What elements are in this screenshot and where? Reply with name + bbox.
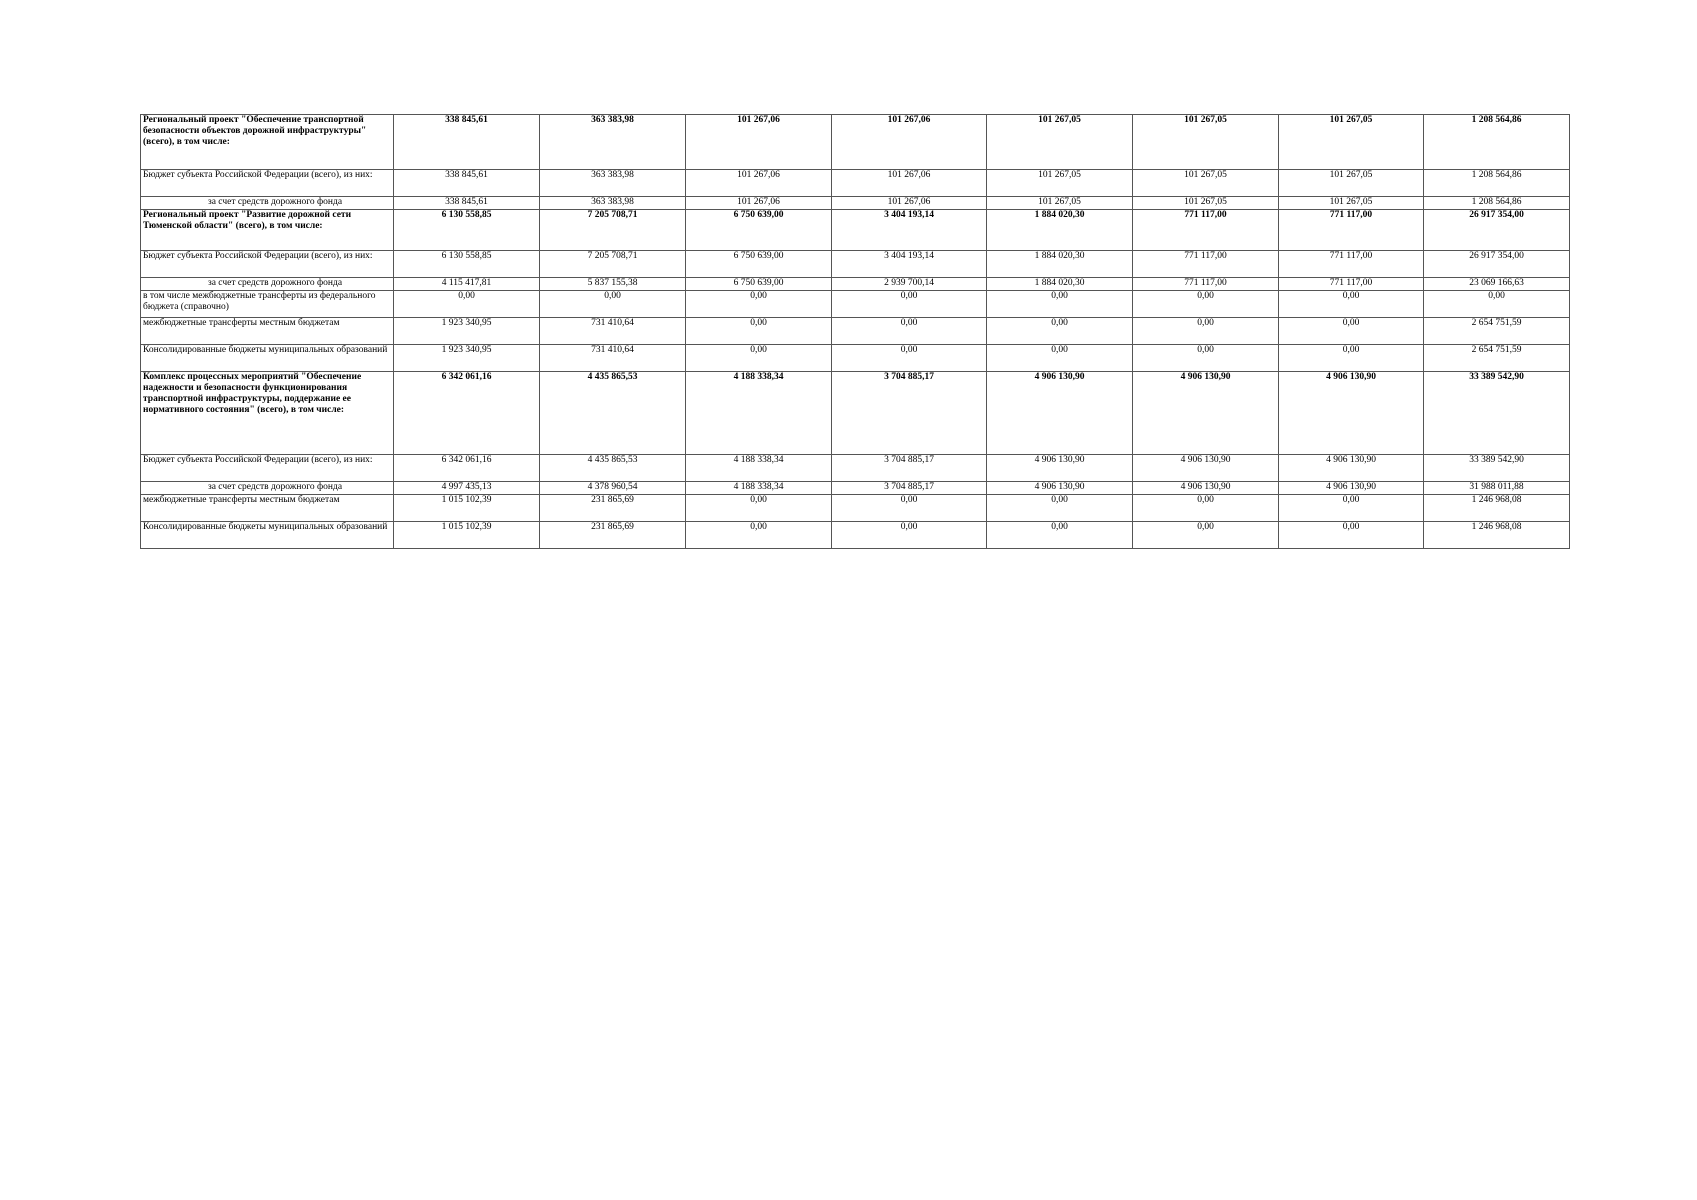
row-label: межбюджетные трансферты местным бюджетам [141,495,394,522]
table-row [141,495,1570,522]
value-cell: 101 267,06 [832,115,987,170]
value-cell: 7 205 708,71 [540,251,686,278]
value-cell: 231 865,69 [540,495,686,522]
value-cell: 101 267,05 [1133,170,1279,197]
value-cell: 4 906 130,90 [1279,482,1424,495]
value-cell: 231 865,69 [540,522,686,549]
value-cell: 1 208 564,86 [1424,115,1570,170]
value-cell: 0,00 [540,291,686,318]
value-cell: 101 267,05 [1133,197,1279,210]
value-cell: 4 906 130,90 [1279,372,1424,455]
value-cell: 101 267,06 [832,170,987,197]
value-cell: 771 117,00 [1279,278,1424,291]
value-cell: 101 267,06 [832,197,987,210]
value-cell: 4 906 130,90 [987,372,1133,455]
value-cell: 23 069 166,63 [1424,278,1570,291]
value-cell: 6 130 558,85 [394,210,540,251]
value-cell: 0,00 [987,318,1133,345]
row-label: Бюджет субъекта Российской Федерации (всего), из них: [141,455,394,482]
value-cell: 101 267,05 [1279,170,1424,197]
value-cell: 3 704 885,17 [832,482,987,495]
table-row [141,251,1570,278]
budget-table [140,114,1570,549]
value-cell: 4 188 338,34 [686,482,832,495]
row-label: Консолидированные бюджеты муниципальных образований [141,345,394,372]
value-cell: 1 208 564,86 [1424,197,1570,210]
value-cell: 771 117,00 [1279,251,1424,278]
value-cell: 771 117,00 [1279,210,1424,251]
value-cell: 0,00 [832,522,987,549]
value-cell: 0,00 [686,291,832,318]
value-cell: 1 208 564,86 [1424,170,1570,197]
row-label: Консолидированные бюджеты муниципальных образований [141,522,394,549]
value-cell: 338 845,61 [394,115,540,170]
row-label: межбюджетные трансферты местным бюджетам [141,318,394,345]
value-cell: 771 117,00 [1133,278,1279,291]
value-cell: 101 267,05 [1279,197,1424,210]
value-cell: 3 704 885,17 [832,455,987,482]
value-cell: 731 410,64 [540,345,686,372]
row-label: Комплекс процессных мероприятий "Обеспечение надежности и безопасности функционирования транспортной инфраструктуры, поддержание ее нормативного состояния" (всего), в том числе: [141,372,394,455]
table-row [141,278,1570,291]
value-cell: 0,00 [1279,318,1424,345]
row-label: Региональный проект "Развитие дорожной сети Тюменской области" (всего), в том числе: [141,210,394,251]
value-cell: 3 704 885,17 [832,372,987,455]
value-cell: 101 267,05 [1279,115,1424,170]
value-cell: 0,00 [1424,291,1570,318]
value-cell: 0,00 [832,345,987,372]
row-label: за счет средств дорожного фонда [141,197,394,210]
table-row [141,115,1570,170]
value-cell: 771 117,00 [1133,210,1279,251]
value-cell: 7 205 708,71 [540,210,686,251]
value-cell: 0,00 [832,318,987,345]
table-row [141,345,1570,372]
value-cell: 33 389 542,90 [1424,455,1570,482]
value-cell: 101 267,06 [686,115,832,170]
value-cell: 4 435 865,53 [540,372,686,455]
value-cell: 0,00 [1279,522,1424,549]
value-cell: 101 267,05 [987,115,1133,170]
value-cell: 1 923 340,95 [394,318,540,345]
value-cell: 101 267,05 [987,170,1133,197]
value-cell: 101 267,06 [686,170,832,197]
value-cell: 1 246 968,08 [1424,495,1570,522]
value-cell: 4 997 435,13 [394,482,540,495]
value-cell: 3 404 193,14 [832,210,987,251]
value-cell: 6 130 558,85 [394,251,540,278]
table-row [141,482,1570,495]
value-cell: 0,00 [686,495,832,522]
value-cell: 363 383,98 [540,115,686,170]
value-cell: 0,00 [1133,495,1279,522]
value-cell: 1 923 340,95 [394,345,540,372]
value-cell: 363 383,98 [540,197,686,210]
row-label: за счет средств дорожного фонда [141,278,394,291]
value-cell: 4 115 417,81 [394,278,540,291]
value-cell: 338 845,61 [394,197,540,210]
row-label: в том числе межбюджетные трансферты из федерального бюджета (справочно) [141,291,394,318]
value-cell: 4 906 130,90 [1133,482,1279,495]
value-cell: 2 654 751,59 [1424,345,1570,372]
value-cell: 101 267,06 [686,197,832,210]
value-cell: 101 267,05 [987,197,1133,210]
value-cell: 363 383,98 [540,170,686,197]
value-cell: 0,00 [1279,495,1424,522]
table-row [141,455,1570,482]
table-body [141,115,1570,549]
value-cell: 4 906 130,90 [1133,372,1279,455]
value-cell: 1 884 020,30 [987,210,1133,251]
value-cell: 1 015 102,39 [394,522,540,549]
value-cell: 26 917 354,00 [1424,251,1570,278]
value-cell: 0,00 [987,345,1133,372]
value-cell: 0,00 [686,345,832,372]
value-cell: 4 906 130,90 [987,482,1133,495]
value-cell: 0,00 [832,291,987,318]
value-cell: 0,00 [1133,291,1279,318]
value-cell: 4 906 130,90 [1279,455,1424,482]
value-cell: 731 410,64 [540,318,686,345]
value-cell: 6 750 639,00 [686,251,832,278]
value-cell: 4 188 338,34 [686,455,832,482]
value-cell: 338 845,61 [394,170,540,197]
row-label: за счет средств дорожного фонда [141,482,394,495]
value-cell: 4 188 338,34 [686,372,832,455]
value-cell: 4 435 865,53 [540,455,686,482]
value-cell: 4 906 130,90 [1133,455,1279,482]
value-cell: 1 884 020,30 [987,251,1133,278]
value-cell: 4 378 960,54 [540,482,686,495]
table-row [141,522,1570,549]
value-cell: 0,00 [832,495,987,522]
value-cell: 0,00 [1133,345,1279,372]
value-cell: 0,00 [394,291,540,318]
value-cell: 0,00 [1133,318,1279,345]
value-cell: 0,00 [1279,345,1424,372]
value-cell: 0,00 [987,522,1133,549]
value-cell: 1 884 020,30 [987,278,1133,291]
table-row [141,170,1570,197]
value-cell: 1 015 102,39 [394,495,540,522]
value-cell: 0,00 [686,318,832,345]
value-cell: 6 750 639,00 [686,210,832,251]
value-cell: 31 988 011,88 [1424,482,1570,495]
value-cell: 0,00 [1133,522,1279,549]
table-row [141,318,1570,345]
row-label: Бюджет субъекта Российской Федерации (всего), из них: [141,251,394,278]
value-cell: 2 654 751,59 [1424,318,1570,345]
value-cell: 101 267,05 [1133,115,1279,170]
value-cell: 0,00 [987,495,1133,522]
value-cell: 771 117,00 [1133,251,1279,278]
table-row [141,372,1570,455]
value-cell: 33 389 542,90 [1424,372,1570,455]
value-cell: 2 939 700,14 [832,278,987,291]
value-cell: 0,00 [987,291,1133,318]
row-label: Бюджет субъекта Российской Федерации (всего), из них: [141,170,394,197]
value-cell: 6 342 061,16 [394,455,540,482]
table-row [141,210,1570,251]
value-cell: 5 837 155,38 [540,278,686,291]
value-cell: 1 246 968,08 [1424,522,1570,549]
value-cell: 6 342 061,16 [394,372,540,455]
table-row [141,197,1570,210]
value-cell: 6 750 639,00 [686,278,832,291]
value-cell: 4 906 130,90 [987,455,1133,482]
table-row [141,291,1570,318]
row-label: Региональный проект "Обеспечение транспортной безопасности объектов дорожной инфраструктуры" (всего), в том числе: [141,115,394,170]
value-cell: 0,00 [1279,291,1424,318]
value-cell: 3 404 193,14 [832,251,987,278]
value-cell: 0,00 [686,522,832,549]
value-cell: 26 917 354,00 [1424,210,1570,251]
